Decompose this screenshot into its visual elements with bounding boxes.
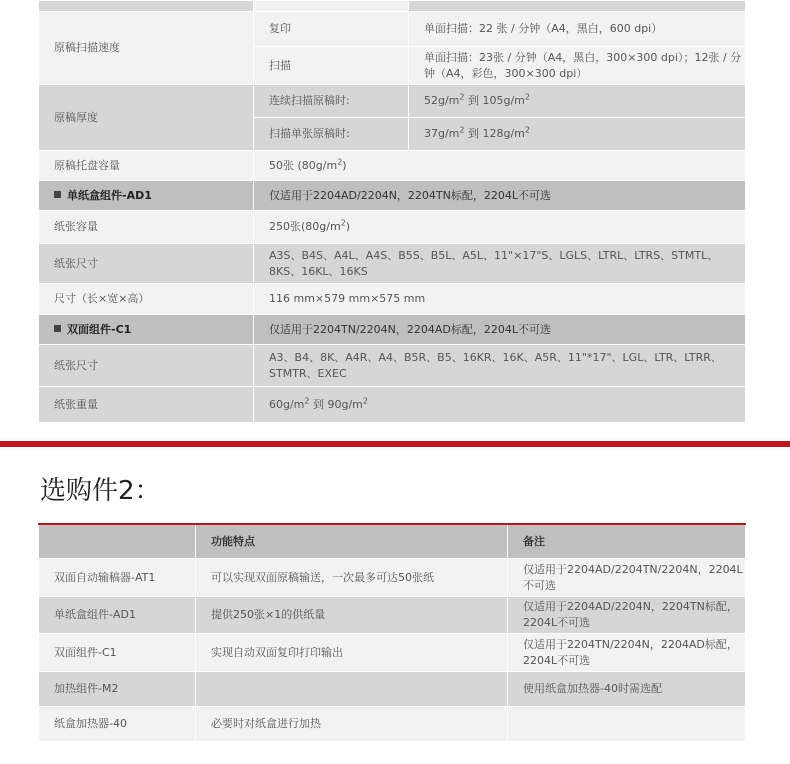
- option-feature: 必要时对纸盒进行加热: [196, 707, 508, 742]
- paper-size-label: 纸张尺寸: [39, 345, 254, 387]
- value-part: 52g/m: [424, 94, 460, 107]
- table-row: [39, 345, 746, 387]
- continuous-scan-label: 连续扫描原稿时:: [254, 85, 409, 118]
- table-row: [39, 211, 746, 244]
- continuous-scan-value: [409, 85, 746, 118]
- table-cell: [254, 1, 409, 12]
- superscript: 2: [459, 92, 465, 102]
- paper-capacity-label: 纸张容量: [39, 211, 254, 244]
- superscript: 2: [304, 395, 310, 405]
- table-row: [39, 284, 746, 315]
- table-row: [39, 672, 746, 707]
- option-note: 仅适用于2204TN/2204N，2204AD标配，2204L不可选: [508, 634, 746, 672]
- c1-section-note: 仅适用于2204TN/2204N，2204AD标配，2204L不可选: [254, 315, 746, 345]
- option-note: 仅适用于2204AD/2204N，2204TN标配，2204L不可选: [508, 597, 746, 634]
- superscript: 2: [340, 218, 346, 228]
- value-part: 250张(80g/m: [269, 220, 341, 233]
- table-row: [39, 315, 746, 345]
- copy-value: 单面扫描：22 张 / 分钟（A4，黑白，600 dpi）: [409, 12, 746, 47]
- table-row: [39, 707, 746, 742]
- table-row: [39, 387, 746, 423]
- option-name: 加热组件-M2: [39, 672, 196, 707]
- table-row: [39, 634, 746, 672]
- option-feature: 可以实现双面原稿输送，一次最多可达50张纸: [196, 559, 508, 597]
- table-row: [39, 151, 746, 181]
- option-note: 使用纸盒加热器-40时需选配: [508, 672, 746, 707]
- paper-weight-value: [254, 387, 746, 423]
- square-bullet-icon: [54, 191, 61, 198]
- value-part: 到 128g/m: [464, 127, 525, 140]
- table-row: [39, 559, 746, 597]
- table-cell: [409, 1, 746, 12]
- table-row: [39, 85, 746, 118]
- option-feature: [196, 672, 508, 707]
- paper-weight-label: 纸张重量: [39, 387, 254, 423]
- table-header-row: [39, 524, 746, 559]
- option-note: [508, 707, 746, 742]
- option-name: 双面自动输稿器-AT1: [39, 559, 196, 597]
- ad1-section-title: [39, 181, 254, 211]
- option-name: 单纸盒组件-AD1: [39, 597, 196, 634]
- option-name: 双面组件-C1: [39, 634, 196, 672]
- scan-value: 单面扫描：23张 / 分钟（A4，黑白，300×300 dpi）；12张 / 分钟（A4，彩色，300×300 dpi）: [409, 47, 746, 85]
- scan-label: 扫描: [254, 47, 409, 85]
- section-divider: [0, 441, 790, 447]
- option-name: 纸盒加热器-40: [39, 707, 196, 742]
- option-note: 仅适用于2204AD/2204TN/2204N，2204L不可选: [508, 559, 746, 597]
- option-feature: 实现自动双面复印打印输出: [196, 634, 508, 672]
- superscript: 2: [459, 125, 465, 135]
- column-header: [39, 524, 196, 559]
- scan-speed-label: 原稿扫描速度: [39, 12, 254, 85]
- table-row: [39, 244, 746, 284]
- dimensions-value: 116 mm×579 mm×575 mm: [254, 284, 746, 315]
- value-part: 到 105g/m: [464, 94, 525, 107]
- value-part: ): [345, 220, 351, 233]
- c1-section-title: [39, 315, 254, 345]
- paper-size-value: A3S、B4S、A4L、A4S、B5S、B5L、A5L、11"×17"S、LGLS、LTRL、LTRS、STMTL、8KS、16KL、16KS: [254, 244, 746, 284]
- options-table: [38, 523, 746, 742]
- column-header: 备注: [508, 524, 746, 559]
- table-cell: [39, 1, 254, 12]
- superscript: 2: [362, 395, 368, 405]
- paper-capacity-value: [254, 211, 746, 244]
- value-part: 60g/m: [269, 397, 305, 411]
- paper-size-value: A3、B4、8K、A4R、A4、B5R、B5、16KR、16K、A5R、11"*17"、LGL、LTR、LTRR、STMTR、EXEC: [254, 345, 746, 387]
- dimensions-label: 尺寸（长×宽×高）: [39, 284, 254, 315]
- table-row: [39, 1, 746, 12]
- value-part: 到 90g/m: [309, 397, 363, 411]
- tray-capacity-label: 原稿托盘容量: [39, 151, 254, 181]
- table-row: [39, 597, 746, 634]
- single-scan-label: 扫描单张原稿时:: [254, 118, 409, 151]
- value-part: ): [342, 158, 347, 172]
- tray-capacity-value: [254, 151, 746, 181]
- section-heading: 选购件2：: [40, 476, 161, 506]
- table-row: [39, 181, 746, 211]
- superscript: 2: [337, 156, 343, 166]
- ad1-section-note: 仅适用于2204AD/2204N，2204TN标配，2204L不可选: [254, 181, 746, 211]
- superscript: 2: [524, 92, 530, 102]
- thickness-label: 原稿厚度: [39, 85, 254, 151]
- ad1-title-text: 单纸盒组件-AD1: [67, 188, 152, 202]
- table-row: [39, 12, 746, 47]
- square-bullet-icon: [54, 325, 61, 332]
- single-scan-value: [409, 118, 746, 151]
- value-part: 50张 (80g/m: [269, 158, 338, 172]
- option-feature: 提供250张×1的供纸量: [196, 597, 508, 634]
- column-header: 功能特点: [196, 524, 508, 559]
- superscript: 2: [524, 125, 530, 135]
- c1-title-text: 双面组件-C1: [67, 322, 132, 336]
- value-part: 37g/m: [424, 127, 460, 140]
- paper-size-label: 纸张尺寸: [39, 244, 254, 284]
- spec-table: [38, 0, 746, 423]
- copy-label: 复印: [254, 12, 409, 47]
